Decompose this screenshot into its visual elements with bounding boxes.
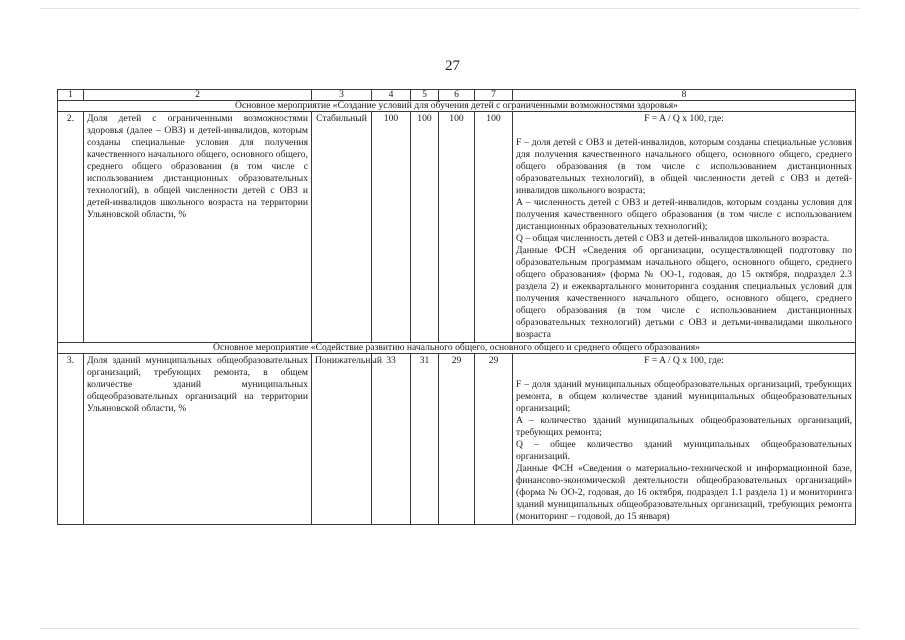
scan-edge-bottom xyxy=(40,628,860,629)
page-number: 27 xyxy=(445,58,460,74)
section-heading-row xyxy=(58,101,856,112)
column-number: 8 xyxy=(513,90,856,101)
definition-paragraph: Q – общая численность детей с ОВЗ и детей-инвалидов школьного возраста. xyxy=(516,233,830,244)
section-heading: Основное мероприятие «Содействие развитию начального общего, основного общего и среднего общего образования» xyxy=(58,343,856,354)
value-cell: 29 xyxy=(475,354,513,525)
value-cell: 100 xyxy=(475,112,513,343)
value-cell: 29 xyxy=(439,354,475,525)
scan-edge-top xyxy=(40,8,860,9)
column-number: 3 xyxy=(312,90,372,101)
value-cell: 100 xyxy=(372,112,411,343)
section-heading-row xyxy=(58,343,856,354)
column-number-row xyxy=(58,90,856,101)
indicator-name: Доля зданий муниципальных общеобразовательных организаций, требующих ремонта, в общем количестве зданий муниципальных общеобразовательных организаций на территории Ульяновской области, % xyxy=(84,354,312,525)
column-number: 2 xyxy=(84,90,312,101)
definition-paragraph: F – доля детей с ОВЗ и детей-инвалидов, которым созданы специальные условия для получения качественного начального общего, основного общего, среднего общего образования (в том числе с использованием дистанционных образовательных технологий), в общей численности детей с ОВЗ и детей-инвалидов школьного возраста; xyxy=(516,137,852,196)
column-number: 7 xyxy=(475,90,513,101)
value-cell: 33 xyxy=(372,354,411,525)
formula: F = A / Q x 100, где: xyxy=(644,113,724,124)
methodology-cell xyxy=(513,112,856,343)
column-number: 6 xyxy=(439,90,475,101)
column-number: 1 xyxy=(58,90,84,101)
column-number: 4 xyxy=(372,90,411,101)
data-source-paragraph: Данные ФСН «Сведения об организации, осуществляющей подготовку по образовательным программам начального общего, основного общего, среднего общего образования» (форма № ОО-1, годовая, до 15 октября, подраздел 2.3 раздела 2) и ежеквартального мониторинга создания специальных условий для получения качественного начального общего, основного общего, среднего общего образования (в том числе с использованием дистанционных образовательных технологий) детьми с ОВЗ и детьми-инвалидами школьного возраста xyxy=(516,245,852,340)
methodology-cell xyxy=(513,354,856,525)
trend-type: Стабильный xyxy=(312,112,372,343)
table-row xyxy=(58,354,856,525)
table-row xyxy=(58,112,856,343)
indicator-table xyxy=(57,89,856,525)
definition-paragraph: A – численность детей с ОВЗ и детей-инвалидов, которым созданы условия для получения качественного общего образования (в том числе с использованием дистанционных образовательных технологий); xyxy=(516,197,852,232)
column-number: 5 xyxy=(411,90,439,101)
value-cell: 100 xyxy=(439,112,475,343)
trend-type: Понижательный xyxy=(312,354,372,525)
row-number: 3. xyxy=(58,354,84,525)
definition-paragraph: A – количество зданий муниципальных общеобразовательных организаций, требующих ремонта; xyxy=(516,415,852,438)
indicator-name: Доля детей с ограниченными возможностями здоровья (далее – ОВЗ) и детей-инвалидов, которым созданы специальные условия для получения качественного начального общего, основного общего, среднего общего образования (в том числе с использованием дистанционных образовательных технологий), в общей численности детей с ОВЗ и детей-инвалидов школьного возраста на территории Ульяновской области, % xyxy=(84,112,312,343)
value-cell: 100 xyxy=(411,112,439,343)
definition-paragraph: F – доля зданий муниципальных общеобразовательных организаций, требующих ремонта, в общем количестве зданий муниципальных общеобразовательных организаций; xyxy=(516,379,852,414)
value-cell: 31 xyxy=(411,354,439,525)
definition-paragraph: Q – общее количество зданий муниципальных общеобразовательных организаций. xyxy=(516,439,852,462)
row-number: 2. xyxy=(58,112,84,343)
formula: F = A / Q x 100, где: xyxy=(644,355,724,366)
section-heading: Основное мероприятие «Создание условий для обучения детей с ограниченными возможностями здоровья» xyxy=(58,101,856,112)
data-source-paragraph: Данные ФСН «Сведения о материально-технической и информационной базе, финансово-экономической деятельности общеобразовательных организаций» (форма № ОО-2, годовая, до 16 октября, подраздел 1.1 раздела 1) и мониторинга зданий муниципальных общеобразовательных организаций, требующих ремонта (мониторинг – годовой, до 15 января) xyxy=(516,463,852,522)
